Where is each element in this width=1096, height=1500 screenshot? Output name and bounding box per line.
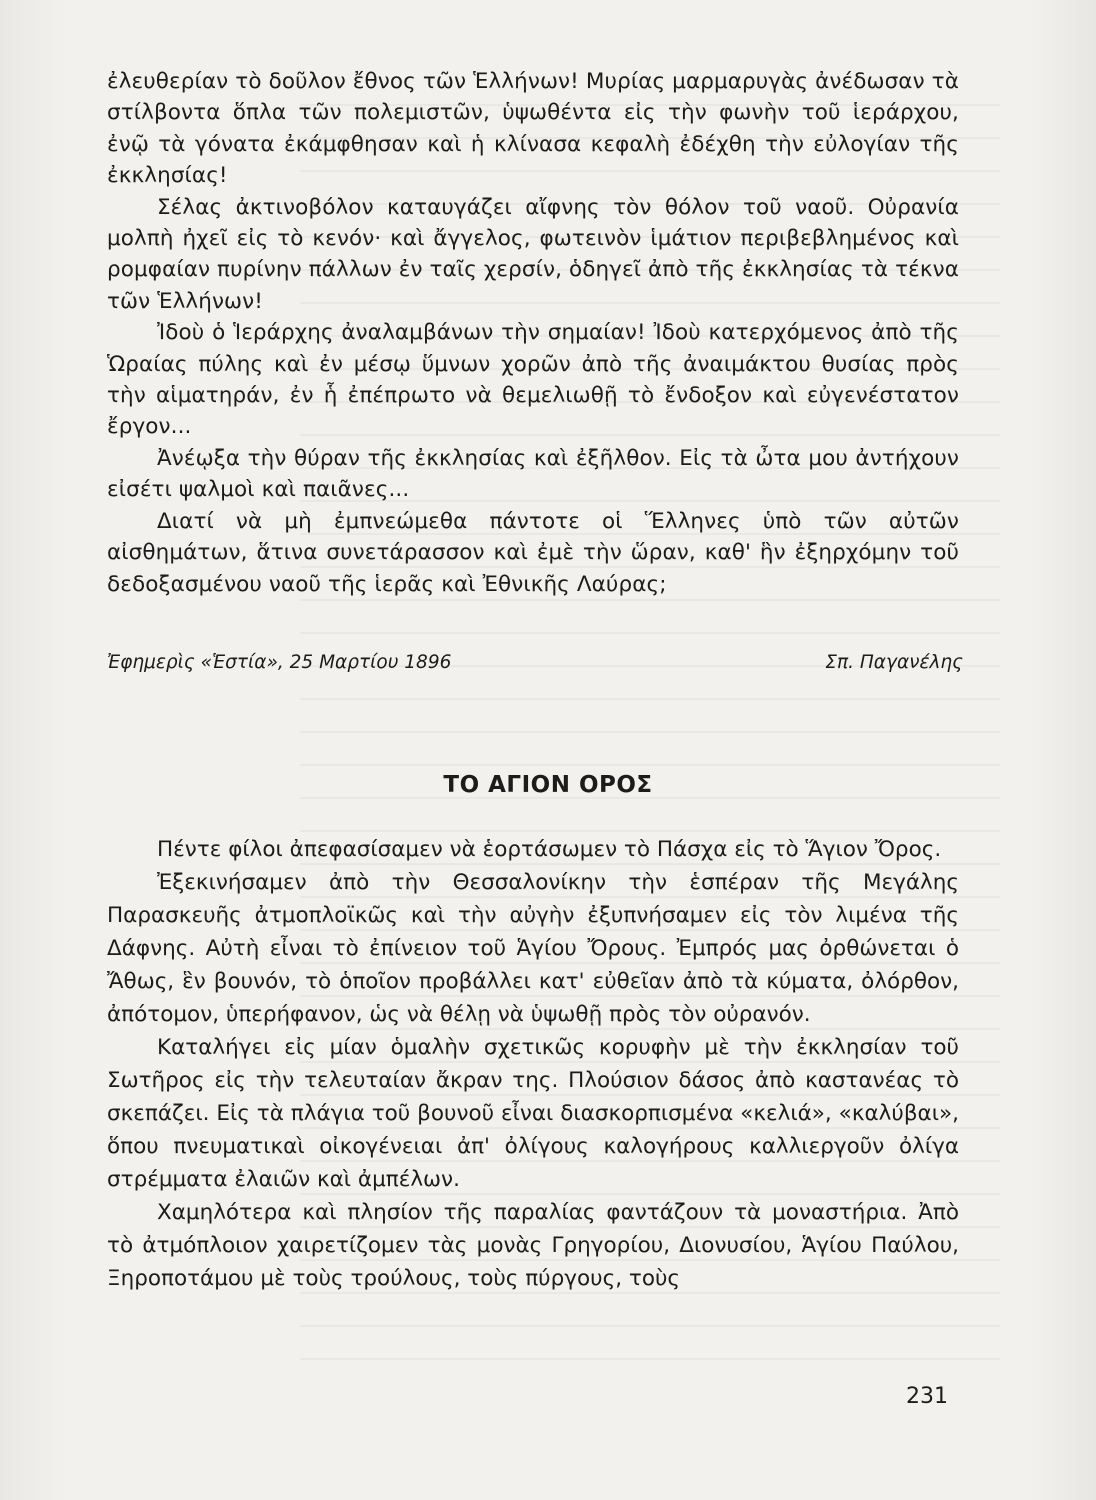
source-author: Σπ. Παγανέλης [825, 652, 963, 673]
source-line [107, 652, 963, 673]
paragraph: Διατί νὰ μὴ ἐμπνεώμεθα πάντοτε οἱ Ἕλληνες ὑπὸ τῶν αὐτῶν αἰσθημάτων, ἅτινα συνετάρασσον καὶ ἐμὲ τὴν ὥραν, καθ' ἣν ἐξηρχόμην τοῦ δεδοξασμένου ναοῦ τῆς ἱερᾶς καὶ Ἐθνικῆς Λαύρας; [107, 508, 959, 597]
paragraph: Χαμηλότερα καὶ πλησίον τῆς παραλίας φαντάζουν τὰ μοναστήρια. Ἀπὸ τὸ ἀτμόπλοιον χαιρετίζομεν τὰς μονὰς Γρηγορίου, Διονυσίου, Ἁγίου Παύλου, Ξηροποτάμου μὲ τοὺς τρούλους, τοὺς πύργους, τοὺς [107, 1200, 959, 1291]
section-1-text [107, 66, 959, 600]
page-number: 231 [906, 1384, 948, 1409]
section-2-text [107, 833, 959, 1295]
paragraph: Σέλας ἀκτινοβόλον καταυγάζει αἴφνης τὸν θόλον τοῦ ναοῦ. Οὐρανία μολπὴ ἠχεῖ εἰς τὸ κενόν· καὶ ἄγγελος, φωτεινὸν ἱμάτιον περιβεβλημένος καὶ ρομφαίαν πυρίνην πάλλων ἐν ταῖς χερσίν, ὁδηγεῖ ἀπὸ τῆς ἐκκλησίας τὰ τέκνα τῶν Ἑλλήνων! [107, 194, 959, 314]
paragraph: Ἐξεκινήσαμεν ἀπὸ τὴν Θεσσαλονίκην τὴν ἑσπέραν τῆς Μεγάλης Παρασκευῆς ἀτμοπλοϊκῶς καὶ τὴν αὐγὴν ἐξυπνήσαμεν εἰς τὸν λιμένα τῆς Δάφνης. Αὐτὴ εἶναι τὸ ἐπίνειον τοῦ Ἁγίου Ὄρους. Ἐμπρός μας ὀρθώνεται ὁ Ἄθως, ἓν βουνόν, τὸ ὁποῖον προβάλλει κατ' εὐθεῖαν ἀπὸ τὰ κύματα, ὀλόρθον, ἀπότομον, ὑπερήφανον, ὡς νὰ θέλῃ νὰ ὑψωθῇ πρὸς τὸν οὐρανόν. [107, 870, 959, 1027]
paragraph: Καταλήγει εἰς μίαν ὁμαλὴν σχετικῶς κορυφὴν μὲ τὴν ἐκκλησίαν τοῦ Σωτῆρος εἰς τὴν τελευταίαν ἄκραν της. Πλούσιον δάσος ἀπὸ καστανέας τὸ σκεπάζει. Εἰς τὰ πλάγια τοῦ βουνοῦ εἶναι διασκορπισμένα «κελιά», «καλύβαι», ὅπου πνευματικαὶ οἰκογένειαι ἀπ' ὀλίγους καλογήρους καλλιεργοῦν ὀλίγα στρέμματα ἐλαιῶν καὶ ἀμπέλων. [107, 1035, 959, 1192]
paragraph: Πέντε φίλοι ἀπεφασίσαμεν νὰ ἑορτάσωμεν τὸ Πάσχα εἰς τὸ Ἅγιον Ὄρος. [157, 837, 942, 862]
section-title: ΤΟ ΑΓΙΟΝ ΟΡΟΣ [443, 772, 653, 798]
paragraph-continuation: ἐλευθερίαν τὸ δοῦλον ἔθνος τῶν Ἑλλήνων! Μυρίας μαρμαρυγὰς ἀνέδωσαν τὰ στίλβοντα ὅπλα τῶν πολεμιστῶν, ὑψωθέντα εἰς τὴν φωνὴν τοῦ ἱεράρχου, ἐνῷ τὰ γόνατα ἐκάμφθησαν καὶ ἡ κλίνασα κεφαλὴ ἐδέχθη τὴν εὐλογίαν τῆς ἐκκλησίας! [107, 69, 959, 189]
paragraph: Ἰδοὺ ὁ Ἱεράρχης ἀναλαμβάνων τὴν σημαίαν! Ἰδοὺ κατερχόμενος ἀπὸ τῆς Ὡραίας πύλης καὶ ἐν μέσῳ ὕμνων χορῶν ἀπὸ τῆς ἀναιμάκτου θυσίας πρὸς τὴν αἱματηράν, ἐν ἧ ἐπέπρωτο νὰ θεμελιωθῇ τὸ ἔνδοξον καὶ εὐγενέστατον ἔργον... [107, 320, 959, 440]
source-citation: Ἐφημερὶς «Ἑστία», 25 Μαρτίου 1896 [107, 652, 452, 673]
paragraph: Ἀνέῳξα τὴν θύραν τῆς ἐκκλησίας καὶ ἐξῆλθον. Εἰς τὰ ὦτα μου ἀντήχουν εἰσέτι ψαλμοὶ καὶ παιᾶνες... [107, 445, 959, 503]
